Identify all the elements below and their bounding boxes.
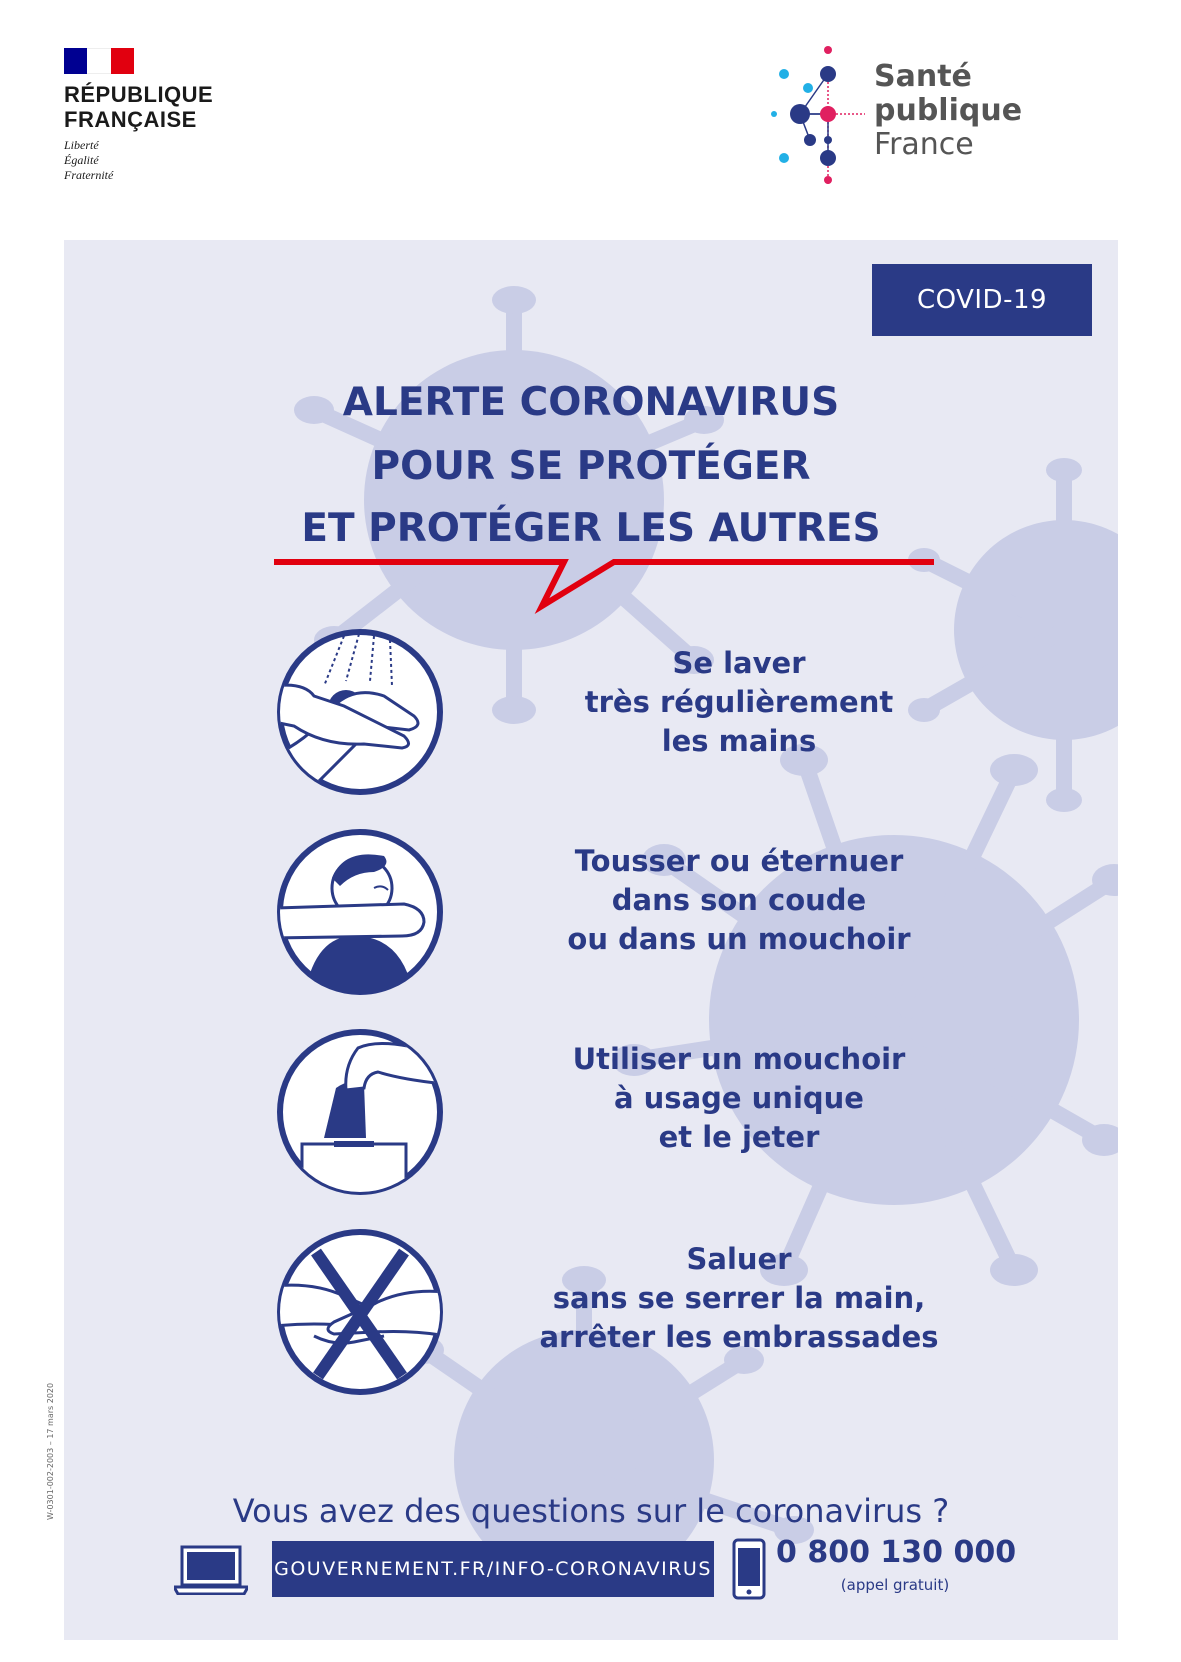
title-line2: POUR SE PROTÉGER bbox=[371, 444, 811, 489]
motto-egalite: Égalité bbox=[64, 153, 99, 167]
sante-publique-france-logo bbox=[770, 44, 1030, 194]
tip2-line2: dans son coude bbox=[611, 883, 867, 917]
republique-line1: RÉPUBLIQUE bbox=[64, 82, 214, 107]
tip4-line1: Saluer bbox=[686, 1242, 792, 1276]
spf-line3: France bbox=[874, 127, 974, 162]
tip4-line3: arrêter les embrassades bbox=[539, 1320, 939, 1354]
poster-panel bbox=[64, 240, 1118, 1640]
hand-washing-icon bbox=[274, 626, 446, 798]
footer-question: Vous avez des questions sur le coronavirus ? bbox=[232, 1492, 950, 1530]
tip2-line3: ou dans un mouchoir bbox=[567, 922, 911, 956]
spf-line2: publique bbox=[874, 93, 1023, 128]
molecule-icon bbox=[770, 44, 870, 194]
cough-elbow-icon bbox=[274, 826, 446, 998]
tip-single-use-tissue bbox=[504, 1040, 974, 1157]
speech-bubble-underline bbox=[274, 556, 934, 636]
tip4-line2: sans se serrer la main, bbox=[552, 1281, 926, 1315]
title-line1: ALERTE CORONAVIRUS bbox=[342, 380, 840, 425]
motto-fraternite: Fraternité bbox=[64, 168, 114, 182]
motto-liberte: Liberté bbox=[64, 138, 99, 152]
tip-wash-hands bbox=[504, 644, 974, 761]
tip3-line1: Utiliser un mouchoir bbox=[572, 1042, 906, 1076]
french-flag-icon bbox=[64, 48, 134, 74]
tip1-line2: très régulièrement bbox=[584, 685, 894, 719]
phone-number[interactable]: 0 800 130 000 bbox=[776, 1535, 1017, 1570]
header bbox=[0, 0, 1181, 240]
republique-francaise-logo bbox=[64, 48, 264, 183]
tip-cough-elbow bbox=[504, 842, 974, 959]
tip1-line1: Se laver bbox=[672, 646, 806, 680]
phone-note: (appel gratuit) bbox=[840, 1576, 950, 1594]
laptop-icon bbox=[174, 1545, 248, 1595]
tip3-line2: à usage unique bbox=[614, 1081, 864, 1115]
no-handshake-icon bbox=[274, 1226, 446, 1398]
covid-badge: COVID-19 bbox=[872, 264, 1092, 336]
tip-no-handshake bbox=[504, 1240, 974, 1357]
republique-line2: FRANÇAISE bbox=[64, 107, 197, 132]
tip2-line1: Tousser ou éternuer bbox=[574, 844, 904, 878]
smartphone-icon bbox=[732, 1538, 766, 1600]
spf-line1: Santé bbox=[874, 59, 972, 94]
tip1-line3: les mains bbox=[661, 724, 817, 758]
title-line3: ET PROTÉGER LES AUTRES bbox=[301, 506, 881, 551]
info-url-link[interactable]: GOUVERNEMENT.FR/INFO-CORONAVIRUS bbox=[272, 1541, 714, 1597]
tip3-line3: et le jeter bbox=[658, 1120, 820, 1154]
document-reference: W-0301-002-2003 – 17 mars 2020 bbox=[46, 1382, 55, 1520]
tissue-bin-icon bbox=[274, 1026, 446, 1198]
